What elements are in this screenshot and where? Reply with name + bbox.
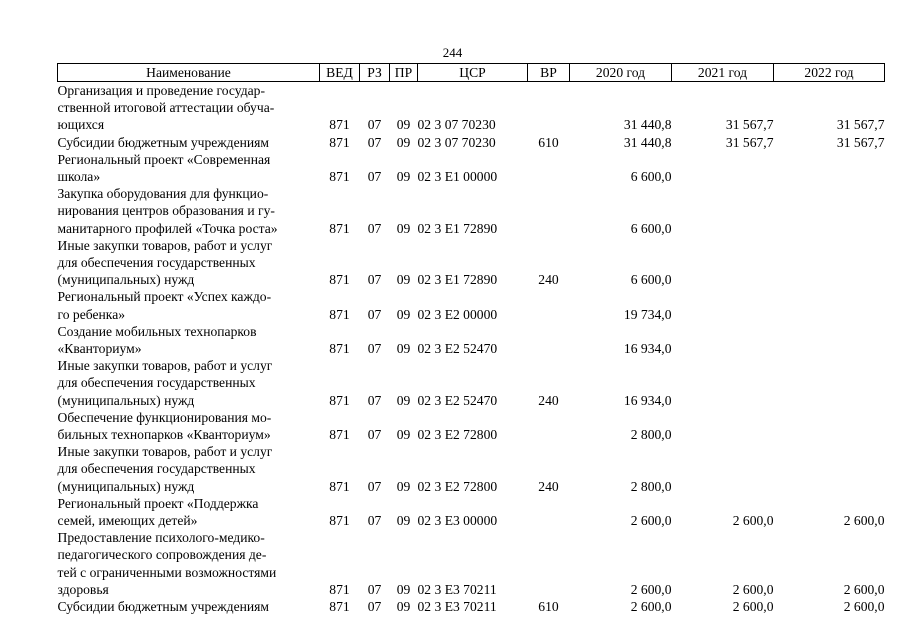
row-csr: 02 3 E3 70211 — [417, 599, 497, 615]
row-2020: 19 734,0 — [623, 306, 672, 322]
row-pr: 09 — [396, 513, 411, 529]
row-ved: 871 — [329, 134, 350, 150]
row-2021 — [672, 323, 774, 357]
row-name: Иные закупки товаров, работ и услуг для обеспечения государственных (муниципальных) нужд — [57, 444, 273, 494]
row-2022 — [774, 443, 885, 495]
row-2021: 2 600,0 — [732, 581, 774, 597]
row-pr: 09 — [396, 117, 411, 133]
table-row — [58, 82, 885, 134]
row-rz: 07 — [367, 427, 382, 443]
row-name: Субсидии бюджетным учреждениям — [57, 599, 270, 615]
table-row — [58, 357, 885, 409]
row-2022 — [774, 288, 885, 322]
row-2021: 2 600,0 — [732, 599, 774, 615]
row-name: Иные закупки товаров, работ и услуг для обеспечения государственных (муниципальных) нужд — [57, 237, 273, 288]
row-rz: 07 — [367, 272, 382, 288]
page-number: 244 — [442, 45, 463, 60]
row-pr: 09 — [396, 134, 411, 150]
row-2022 — [774, 409, 885, 443]
row-pr: 09 — [396, 392, 411, 408]
row-vr: 610 — [538, 134, 559, 150]
row-2021 — [672, 357, 774, 409]
row-2022: 2 600,0 — [843, 513, 885, 529]
row-vr — [528, 288, 570, 322]
row-2020: 31 440,8 — [623, 134, 672, 150]
row-pr: 09 — [396, 341, 411, 357]
row-name: Иные закупки товаров, работ и услуг для обеспечения государственных (муниципальных) нужд — [57, 358, 273, 408]
row-2022: 2 600,0 — [843, 581, 885, 597]
header-vr: ВР — [528, 64, 570, 82]
table-row — [58, 495, 885, 529]
row-name: Субсидии бюджетным учреждениям — [57, 134, 270, 150]
row-pr: 09 — [396, 306, 411, 322]
row-2021 — [672, 409, 774, 443]
row-2020: 6 600,0 — [630, 169, 672, 185]
row-2020: 16 934,0 — [623, 341, 672, 357]
row-2020: 2 800,0 — [630, 478, 672, 494]
table-row — [58, 323, 885, 357]
row-csr: 02 3 E2 00000 — [417, 306, 498, 322]
header-name: Наименование — [58, 64, 320, 82]
row-csr: 02 3 E1 72890 — [417, 220, 498, 236]
header-rz: РЗ — [360, 64, 390, 82]
row-pr: 09 — [396, 581, 411, 597]
header-pr: ПР — [390, 64, 418, 82]
table-row — [58, 134, 885, 151]
row-csr: 02 3 07 70230 — [417, 117, 496, 133]
row-2022: 2 600,0 — [843, 599, 885, 615]
row-2021 — [672, 185, 774, 237]
table-body — [58, 82, 885, 616]
row-2021 — [672, 151, 774, 185]
row-2022 — [774, 151, 885, 185]
row-vr — [528, 529, 570, 598]
row-ved: 871 — [329, 341, 350, 357]
row-pr: 09 — [396, 599, 411, 615]
row-name: Региональный проект «Успех каждо- го ребенка» — [57, 289, 272, 322]
row-rz: 07 — [367, 134, 382, 150]
row-2020: 16 934,0 — [623, 392, 672, 408]
row-pr: 09 — [396, 220, 411, 236]
row-csr: 02 3 E1 72890 — [417, 272, 498, 288]
row-2021: 2 600,0 — [732, 513, 774, 529]
row-ved: 871 — [329, 513, 350, 529]
row-vr — [528, 495, 570, 529]
row-rz: 07 — [367, 169, 382, 185]
table-row — [58, 443, 885, 495]
row-vr: 240 — [538, 392, 559, 408]
row-csr: 02 3 E3 00000 — [417, 513, 498, 529]
row-name: Закупка оборудования для функцио- нирования центров образования и гу- манитарного профилей «Точка роста» — [57, 186, 278, 236]
row-csr: 02 3 E2 72800 — [417, 427, 498, 443]
row-2020: 2 600,0 — [630, 513, 672, 529]
row-ved: 871 — [329, 272, 350, 288]
table-row — [58, 288, 885, 322]
table-row — [58, 151, 885, 185]
row-rz: 07 — [367, 392, 382, 408]
row-rz: 07 — [367, 117, 382, 133]
table-header — [58, 64, 885, 82]
row-ved: 871 — [329, 169, 350, 185]
row-ved: 871 — [329, 392, 350, 408]
header-ved: ВЕД — [320, 64, 360, 82]
row-rz: 07 — [367, 581, 382, 597]
row-name: Региональный проект «Современная школа» — [57, 151, 271, 185]
header-2022: 2022 год — [774, 64, 885, 82]
row-2021 — [672, 237, 774, 289]
row-vr: 610 — [538, 599, 559, 615]
table-row — [58, 237, 885, 289]
row-pr: 09 — [396, 169, 411, 185]
row-ved: 871 — [329, 427, 350, 443]
row-csr: 02 3 E3 70211 — [417, 581, 497, 597]
row-ved: 871 — [329, 306, 350, 322]
table-row — [58, 409, 885, 443]
row-rz: 07 — [367, 341, 382, 357]
row-2022 — [774, 185, 885, 237]
row-vr: 240 — [538, 272, 559, 288]
row-vr — [528, 185, 570, 237]
row-name: Предоставление психолого-медико- педагогического сопровождения де- тей с ограниченными возможностями здоровья — [57, 530, 277, 597]
row-vr — [528, 82, 570, 134]
row-2020: 2 800,0 — [630, 427, 672, 443]
row-2020: 2 600,0 — [630, 581, 672, 597]
row-rz: 07 — [367, 513, 382, 529]
row-ved: 871 — [329, 581, 350, 597]
row-2020: 31 440,8 — [623, 117, 672, 133]
row-rz: 07 — [367, 306, 382, 322]
row-2022: 31 567,7 — [836, 134, 885, 150]
row-rz: 07 — [367, 478, 382, 494]
row-2021 — [672, 288, 774, 322]
row-vr — [528, 151, 570, 185]
table-row — [58, 185, 885, 237]
row-csr: 02 3 E2 72800 — [417, 478, 498, 494]
row-csr: 02 3 E2 52470 — [417, 392, 498, 408]
row-vr — [528, 323, 570, 357]
row-csr: 02 3 07 70230 — [417, 134, 496, 150]
row-csr: 02 3 E2 52470 — [417, 341, 498, 357]
row-name: Обеспечение функционирования мо- бильных технопарков «Кванториум» — [57, 409, 272, 443]
row-pr: 09 — [396, 427, 411, 443]
row-csr: 02 3 E1 00000 — [417, 169, 498, 185]
row-2021: 31 567,7 — [725, 134, 774, 150]
row-ved: 871 — [329, 220, 350, 236]
table-row — [58, 529, 885, 598]
row-name: Создание мобильных технопарков «Кванториум» — [57, 323, 257, 357]
row-2022 — [774, 357, 885, 409]
table-row — [58, 598, 885, 615]
row-pr: 09 — [396, 478, 411, 494]
row-2021 — [672, 443, 774, 495]
row-ved: 871 — [329, 599, 350, 615]
row-2020: 6 600,0 — [630, 272, 672, 288]
row-ved: 871 — [329, 478, 350, 494]
row-2021: 31 567,7 — [725, 117, 774, 133]
budget-table — [57, 63, 885, 615]
row-rz: 07 — [367, 599, 382, 615]
row-vr: 240 — [538, 478, 559, 494]
header-2020: 2020 год — [570, 64, 672, 82]
row-2020: 6 600,0 — [630, 220, 672, 236]
row-name: Организация и проведение государ- ственной итоговой аттестации обуча- ющихся — [57, 83, 275, 133]
row-name: Региональный проект «Поддержка семей, имеющих детей» — [57, 495, 259, 529]
row-2022: 31 567,7 — [836, 117, 885, 133]
row-pr: 09 — [396, 272, 411, 288]
row-2022 — [774, 237, 885, 289]
row-ved: 871 — [329, 117, 350, 133]
header-2021: 2021 год — [672, 64, 774, 82]
row-rz: 07 — [367, 220, 382, 236]
row-2020: 2 600,0 — [630, 599, 672, 615]
row-2022 — [774, 323, 885, 357]
row-vr — [528, 409, 570, 443]
header-row — [58, 64, 885, 82]
header-csr: ЦСР — [418, 64, 528, 82]
